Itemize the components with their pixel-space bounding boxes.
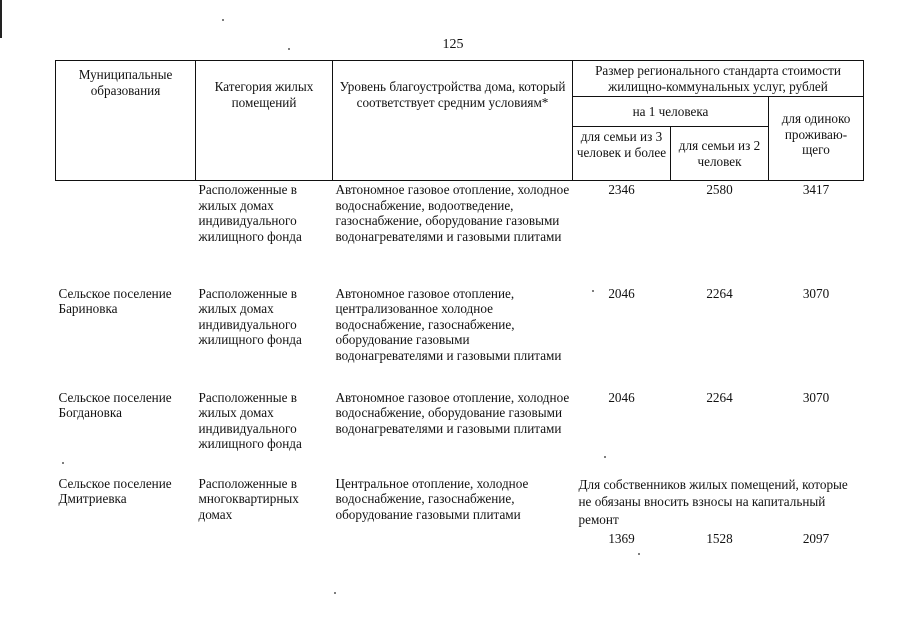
single-value: 2097 [802,531,830,547]
single-value: 3070 [802,389,830,405]
family2-value: 1528 [706,531,733,547]
family3-value: 2046 [608,285,635,301]
family2-value: 2580 [706,182,733,198]
single-value: 3070 [802,285,830,301]
municipality-cell [56,181,196,285]
municipality-cell: Сельское поселение Бариновка [58,285,172,317]
header-family-3: для семьи из 3 человек и более [573,127,671,181]
header-standard: Размер регионального стандарта стоимости жилищно-коммунальных услуг, рублей [573,61,864,97]
owners-note: Для собственников жилых помещений, которые не обязаны вносить взносы на капитальный ремонт [578,476,848,527]
category-cell: Расположенные в жилых домах индивидуального жилищного фонда [198,182,302,244]
municipality-cell: Сельское поселение Дмитриевка [58,475,172,507]
page-number: 125 [442,37,464,52]
table-row [56,181,864,285]
level-cell: Автономное газовое отопление, холодное водоснабжение, водоотведение, газоснабжение, оборудование газовыми водонагревателями и газовыми плитами [335,182,570,244]
category-cell: Расположенные в жилых домах индивидуального жилищного фонда [198,389,302,452]
scan-edge-mark [0,0,2,38]
scan-speck [638,553,640,555]
category-cell: Расположенные в многоквартирных домах [198,475,299,522]
regional-standard-table [55,60,864,548]
table-row [56,389,864,475]
level-cell: Автономное газовое отопление, холодное водоснабжение, оборудование газовыми водонагревателями и газовыми плитами [335,389,570,436]
family3-value: 2046 [608,389,635,405]
family3-value: 2346 [608,182,635,198]
header-level: Уровень благоустройства дома, который соответствует средним условиям* [333,61,573,181]
header-municipality: Муниципальные образования [56,61,196,181]
header-category: Категория жилых помещений [196,61,333,181]
level-cell: Автономное газовое отопление, централизованное холодное водоснабжение, газоснабжение, оборудование газовыми водонагревателями и газовыми плитами [335,285,562,364]
municipality-cell: Сельское поселение Богдановка [58,389,172,421]
family2-value: 2264 [706,389,733,405]
table-row [56,475,864,530]
header-family-2: для семьи из 2 человек [671,127,769,181]
family2-value: 2264 [706,285,733,301]
level-cell: Центральное отопление, холодное водоснабжение, газоснабжение, оборудование газовыми плитами [335,475,529,522]
scan-speck [222,19,224,21]
header-single: для одиноко проживаю-щего [769,97,864,181]
scan-speck [334,592,336,594]
header-per-person: на 1 человека [573,97,769,127]
table-row [56,285,864,389]
family3-value: 1369 [608,531,635,547]
category-cell: Расположенные в жилых домах индивидуального жилищного фонда [198,285,302,348]
single-value: 3417 [802,182,830,198]
